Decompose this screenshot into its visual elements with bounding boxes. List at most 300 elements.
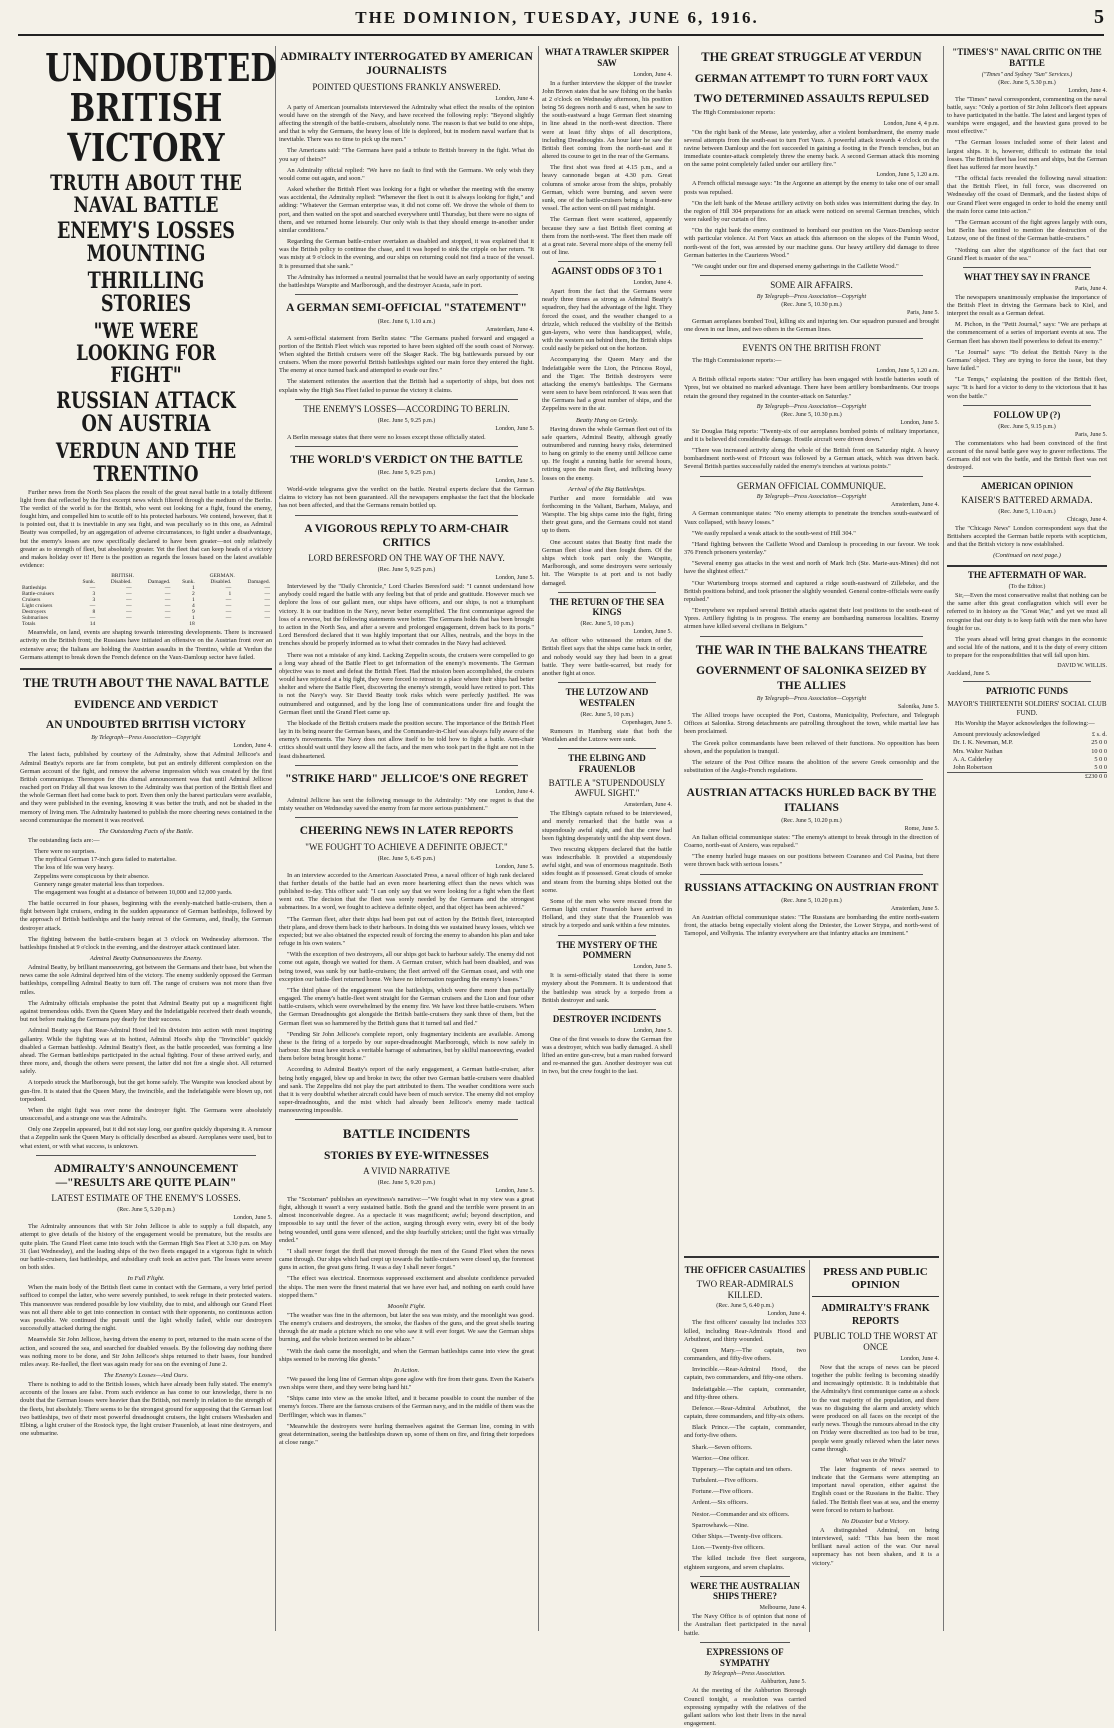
table-cell: Submarines (22, 615, 48, 622)
casualty-entry: Other Ships.—Twenty-five officers. (692, 1533, 783, 1540)
article-paragraph: The battle occurred in four phases, beginning with the evenly-matched battle-cruisers, then a fight between light cruisers, ending in the sudden appearance of German battleships, followed by the approach of British battleships and the hasty retreat of the Germans, and, finally, the German destroyer attack. (20, 900, 272, 932)
list-item: There were no surprises. (34, 848, 96, 856)
received-time: (Rec. June 5, 10 p.m.) (580, 711, 634, 718)
article-paragraph: "Several enemy gas attacks in the west and north of Mark Irch (Ste. Marie-aux-Mines) did not have the slightest effect." (684, 560, 939, 576)
dateline: London, June 5. (633, 629, 672, 636)
article-paragraph: "On the right bank the enemy continued to bombard our position on the Vaux-Damloup sector with particular violence. At Fort Vaux an attack this afternoon on the slopes of the Fumin Wood, north-west of the fort, was arrested by our machine guns. Our heavy artillery did damage to three German batteries in the Caurieres Wood." (684, 227, 939, 259)
dateline: London, June 4. (1068, 87, 1107, 94)
subhead: LORD BERESFORD ON THE WAY OF THE NAVY. (308, 553, 505, 564)
continued-notice: (Continued on next page.) (993, 552, 1061, 560)
table-cell: 3 (92, 597, 96, 604)
list-item: Gunnery range greater material less than torpedoes. (34, 880, 164, 888)
letter-place: Auckland, June 5. (947, 671, 991, 678)
article-paragraph: Admiral Jellicoe has sent the following message to the Admiralty: "My one regret is that the misty weather on Wednesday saved the enemy from far more serious punishment." (279, 797, 534, 813)
headline-trawler-skipper: WHAT A TRAWLER SKIPPER SAW (544, 47, 670, 68)
headline-admiralty-announcement: ADMIRALTY'S ANNOUNCEMENT—"RESULTS ARE QUITE PLAIN" (54, 1162, 238, 1190)
divider (700, 338, 923, 339)
article-paragraph: "Nothing can alter the significance of the fact that our Grand Fleet is master of the sea." (947, 246, 1107, 262)
article-paragraph: The Navy Office is of opinion that none of the Australian fleet participated in the naval battle. (684, 1613, 806, 1637)
divider (963, 476, 1091, 477)
article-paragraph: "With the dash came the moonlight, and when the German battleships came into view the great ships seemed to be moving like ghosts." (279, 1347, 534, 1363)
article-paragraph: A party of American journalists interviewed the Admiralty what effect the results of the opinion would have on the strength of the Navy, and have received the following reply: "Beyond slightly affecting the strength of the battle-cruisers, absolutely none. The reason is that we build to one ships, and that is why the Germans, the heavy loss of life is deplored, but in modern naval warfare that is inevitable. There was no time to pick up the men." (279, 103, 534, 144)
article-paragraph: World-wide telegrams give the verdict on the battle. Neutral experts declare that the German claims to victory has not been guaranteed. All the newspapers emphasise the fact that the blockade has not been affected, and that the Germans remain bottled up. (279, 486, 534, 510)
list-item: Zeppelins were conspicuous by their absence. (34, 872, 150, 880)
article-paragraph: The High Commissioner reports:— (692, 357, 782, 365)
dateline: Amsterdam, June 5. (891, 906, 939, 913)
article-paragraph: A German communique states: "No enemy attempts to penetrate the trenches south-eastward of Vaux collapsed, with heavy losses." (684, 510, 939, 526)
dateline: London, June 5, 1.20 a.m. (876, 172, 939, 179)
dateline: London, June 4. (767, 1311, 806, 1318)
headline-air-affairs: SOME AIR AFFAIRS. (770, 280, 853, 291)
article-paragraph: The "Times" naval correspondent, commenting on the naval battle, says: "Only a portion of Sir John Jellicoe's fleet appears to have participated in the battle. The latest and largest types of warships were engaged, and the heaviest guns proved to be most effective." (947, 95, 1107, 136)
divider (963, 267, 1091, 268)
article-paragraph: "We easily repulsed a weak attack to the south-west of Hill 304." (692, 529, 856, 537)
headline-thrilling-stories: THRILLING STORIES (87, 267, 205, 318)
headline-aftermath: THE AFTERMATH OF WAR. (967, 570, 1087, 581)
article-paragraph: "Ships came into view as the smoke lifted, and it became possible to count the number of the enemy's forces. There are the famous cruisers of the German navy, and in the middle of them was the Derfflinger, which was in flames." (279, 1395, 534, 1419)
received-time: (Rec. June 5, 9.25 p.m.) (377, 567, 436, 574)
article-paragraph: Further and more formidable aid was forthcoming in the Valiant, Barham, Malaya, and Warspite. The big ships came into the fight, firing their great guns, and the Germans could not stand up to them. (542, 494, 672, 535)
headline-pommern: THE MYSTERY OF THE POMMERN (556, 939, 658, 961)
fund-row (947, 756, 1107, 764)
page-number: 5 (1094, 6, 1104, 28)
article-paragraph: The Allied troops have occupied the Port, Customs, Municipality, Prefecture, and Telegraph Offices at Salonika. Strong detachments are patrolling throughout the town, while martial law has been proclaimed. (684, 712, 939, 736)
headline-world-verdict: THE WORLD'S VERDICT ON THE BATTLE (290, 453, 523, 466)
dateline: Paris, June 5. (907, 309, 939, 316)
casualty-entry: Queen Mary.—The captain, two commanders, and fifty-five others. (684, 1346, 806, 1363)
divider (558, 682, 656, 683)
table-cell: 8 (92, 609, 96, 616)
article-paragraph: The newspapers unanimously emphasise the importance of the British Fleet in driving the Germans back to Kiel, and interpret the result as a German defeat. (947, 293, 1107, 317)
fund-amount: 5 0 0 (1094, 763, 1107, 771)
article-paragraph: Meanwhile Sir John Jellicoe, having driven the enemy to port, returned to the main scene of the action, and scoured the sea, and searched for disabled vessels. By the following day nothing there was nothing more to be done, and Sir John Jellicoe's ships returned to their bases, four hundred miles away. Re-fuelled, the fleet was again ready for sea on the evening of June 2. (20, 1336, 272, 1368)
article-paragraph: Interviewed by the "Daily Chronicle," Lord Charles Beresford said: "I cannot understand how anybody could regard the battle with any feeling but that of pride and gratitude. However much we deplore the loss of our gallant men, our ships have officers, and our ships, is not a triumphant victory. It is our tradition in the Navy, never better exemplified. The first communique agreed the loss of a reverse, but the following statements were better. The Germans holds that has been brought to action in the North Sea, and after a severe and prolonged engagement, driven back to its ports." Lord Beresford declared that it was highly important that our Allies, neutrals, and the boys in the trenches should be properly informed as to what their comrades in the Navy had achieved. (279, 583, 534, 648)
table-caption-german: GERMAN. (209, 573, 235, 580)
headline-american-opinion: AMERICAN OPINION (980, 481, 1074, 492)
article-paragraph: The German fleet were scattered, apparently because they saw a fast British fleet coming at them from the north-west. The fleet then made off at a great rate. Several more ships of the enemy fell out of line. (542, 216, 672, 257)
divider (700, 476, 923, 477)
casualty-entry: Nestor.—Commander and six officers. (692, 1510, 790, 1518)
dateline: London, June 5. (495, 575, 534, 582)
table-header-cell: Sunk. (82, 579, 96, 586)
casualty-entry: Fortune.—Five officers. (692, 1488, 753, 1496)
dateline: London, June 5. (495, 863, 534, 870)
table-cell: — (126, 603, 132, 610)
article-paragraph: "I shall never forget the thrill that moved through the men of the Grand Fleet when the news came through. Our ships which had crept up towards the battle-cruisers were closed up, the foremost guns in action, the great guns firing. It was a day I shall never forget." (279, 1247, 534, 1272)
received-time: (Rec. June 6, 1.10 a.m.) (377, 318, 436, 325)
article-paragraph: "With the exception of two destroyers, all our ships got back to harbour safely. The enemy did not come out again, though we waited for them. A German cruiser, which had been disabled, and was being towed, was sunk by our battle-cruisers; the fleet arrived off the German coast, and with one exception our battle-fleet returned home. We have no information regarding the enemy's losses." (279, 951, 534, 983)
dateline: London, June 4, 4 p.m. (883, 120, 939, 127)
article-paragraph: "Le Temps," explaining the position of the British fleet, says: "It is hard for a victor to deny to the victorious that it has won the battle." (947, 376, 1107, 400)
table-cell: — (126, 615, 132, 622)
divider (295, 515, 518, 516)
table-cell: 14 (89, 621, 96, 628)
headline-strike-hard: "STRIKE HARD" JELLICOE'S ONE REGRET (285, 772, 528, 785)
letter-salutation: (To the Editor.) (1008, 584, 1046, 591)
fund-total (947, 772, 1107, 781)
article-paragraph: The commentators who had been convinced of the first account of the naval battle gave way to graver reflections. The Germans did not win the battle, and the British fleet was not destroyed. (947, 439, 1107, 472)
subhead: BATTLE A "STUPENDOUSLY AWFUL SIGHT." (548, 777, 666, 799)
divider (558, 261, 656, 262)
table-cell: 1 (192, 597, 195, 604)
list-item: The engagement was fought at a distance of between 10,000 and 12,000 yards. (34, 888, 233, 896)
article-paragraph: The Elbing's captain refused to be interviewed, and merely remarked that the battle was a stupendously awful sight, and that the crew had been fighting desperately until the ship went down. (542, 810, 672, 842)
column-2 (279, 44, 534, 1632)
table-cell: Battle-cruisers (22, 591, 55, 598)
article-paragraph: Sir Douglas Haig reports: "Twenty-six of our aeroplanes bombed points of military importance, and it is believed did considerable damage. Hostile aircraft were driven down." (684, 427, 939, 443)
table-cell: 1 (192, 615, 195, 622)
casualty-entry: Sparrowhawk.—Nine. (692, 1521, 749, 1529)
received-time: (Rec. June 5, 9.15 p.m.) (998, 423, 1056, 430)
headline-german-communique: GERMAN OFFICIAL COMMUNIQUE. (737, 480, 886, 491)
intro-paragraph: Further news from the North Sea places the result of the great naval battle in a totally different light from that reflected by the first excerpt news which filtered through the medium of the Berlin. The verdict of the world is for the British, who went out looking for a fight, found the enemy, fought him, and compelled him to scuttle off to his protected harbours. We contend, however, that it is pointed out, that it is inevitable in any sea fight, and was peculiarly so in this one, as Admiral Beatty was compelled, by an aggregation of adverse circumstances, to fight under a disadvantage, but the enemy's losses are now specifically declared to have been greater—not only relatively greater as to strength of fleet, but absolutely greater. Yet the fleet that can keep heads of a victory and makes holiday over it! Here is the position as regards the losses based on the latest available evidence: (20, 488, 272, 570)
headline-times-critic: "TIMES'S" NAVAL CRITIC ON THE BATTLE (952, 47, 1102, 68)
table-cell: — (89, 615, 96, 622)
subhead: POINTED QUESTIONS FRANKLY ANSWERED. (312, 81, 501, 92)
article-paragraph: An Italian official communique states: "The enemy's attempt to break through in the direction of Coarno, north-east of Arsiero, was repulsed." (684, 833, 939, 850)
article-paragraph: "Le Journal" says: "To defeat the British Navy is the Germans' object. They are trying to force the issue, but they have failed." (947, 348, 1107, 373)
received-time: (Rec. June 5, 10.30 p.m.) (781, 411, 842, 418)
divider (295, 446, 518, 447)
list-item: The mythical German 17-inch guns failed to materialise. (34, 856, 177, 864)
table-cell: — (225, 609, 232, 616)
article-paragraph: It is semi-officially stated that there is some mystery about the Pommern. It is understood that the battleship was struck by a torpedo from a British destroyer and sank. (542, 972, 672, 1004)
subhead-big-battleships: Arrival of the Big Battleships. (568, 485, 646, 493)
received-time: (Rec. June 5, 10.20 p.m.) (781, 817, 842, 824)
received-time: (Rec. June 5, 6.45 p.m.) (377, 855, 436, 862)
headline-verdun-trentino: VERDUN AND THE TRENTINO (55, 438, 237, 486)
divider (700, 779, 923, 780)
article-paragraph: When the main body of the British fleet came in contact with the Germans, a very brief period sufficed to compel the latter, who were severely punished, to seek refuge in their protected waters. This manoeuvre was rendered possible by low visibility, due to mist, and although our Grand Fleet was not all there able to get into connection in contact with their opponents, no continuous action was possible. We continued the pursuit until the light wholly failed, while our destroyers successfully attacked during the night. (20, 1284, 272, 1333)
headline-destroyer-incidents: DESTROYER INCIDENTS (552, 1013, 662, 1024)
subhead-moonlit-fight: Moonlit Fight. (387, 1302, 426, 1310)
table-cell: Totals (22, 621, 36, 628)
article-paragraph: Admiral Beatty says that Rear-Admiral Hood led his division into action with most inspiring gallantry. While the fighting was at its hottest, Admiral Hood's ship the "Invincible" quickly disabled a German battleship. Admiral Beatty's fleet, as the battle proceeded, was forming a line ahead. The German battleships participated in the actual fighting. Four of these arrived early, and three more, and, though the others were present, the latter did not fire a single shot. All returned safely. (20, 1027, 272, 1076)
article-paragraph: The blockade of the British cruisers made the position secure. The importance of the British Fleet lay in its being nearer the German bases, and the Commander-in-Chief was always fully aware of the enemy's movements. The Navy does not allow itself to be told how to fight a battle. Arm-chair critics should wait until they know all the facts, and the men who took part in the fight are not in the least disheartened. (279, 719, 534, 760)
table-header-cell: Disabled. (110, 579, 132, 586)
dateline: Melbourne, June 4. (759, 1605, 806, 1612)
article-paragraph: Sir,—Even the most conservative realist that nothing can be the same after this great conflagration which will ever be referred to in history as the "Great War," and yet we must all recognise that our duty is to keep faith with the men who have fought for us. (947, 592, 1107, 632)
received-time: (Rec. June 5, 1.10 a.m.) (998, 508, 1056, 515)
table-cell: — (264, 603, 270, 610)
received-time: (Rec. June 5, 9.25 p.m.) (377, 417, 436, 424)
article-paragraph: "The German fleet, after their ships had been put out of action by the British fleet, intercepted their plans, and drove them back to their harbours. In doing this we sustained heavy losses, which we expected; but we also obtained the expected result of forcing the enemy to abandon his plan and take refuge in his own waters." (279, 915, 534, 948)
divider (558, 1009, 656, 1010)
article-paragraph: The High Commissioner reports: (692, 109, 776, 117)
divider (700, 1576, 790, 1577)
headline-russians-attacking: RUSSIANS ATTACKING ON AUSTRIAN FRONT (684, 881, 939, 894)
divider (295, 399, 518, 400)
subhead-no-disaster: No Disaster but a Victory. (841, 1517, 910, 1525)
dateline: Paris, June 4. (1075, 285, 1107, 292)
article-paragraph: The latest facts, published by courtesy of the Admiralty, show that Admiral Jellicoe's and Admiral Beatty's reports are far from complete, but put an entirely different complexion on the German account of the fight, and remove the adverse impression which was created by the first British communique. Thereupon for this dismal announcement was that until Admiral Jellicoe reached port on Friday all that was known to the Admiralty was that portion of the British fleet and the whole German fleet had come back to port. Even then only the barest particulars were available, and they were published in the evening, knowing it was better the truth, and not be shaded in the memory of living men. The Admiralty hastened to publish the more cheering news contained in the second communique the moment it was received. (20, 751, 272, 824)
article-paragraph: A Berlin message states that there were no losses except those officially stated. (287, 433, 486, 441)
headline-verdun: THE GREAT STRUGGLE AT VERDUN (701, 50, 922, 64)
article-paragraph: The killed include five fleet surgeons, eighteen surgeons, and seven chaplains. (684, 1555, 806, 1571)
headline-elbing-frauenlob: THE ELBING AND FRAUENLOB (568, 753, 646, 774)
masthead-rule (18, 34, 1104, 36)
table-cell: — (264, 591, 270, 598)
fund-name: A. A. Calderley (953, 755, 993, 763)
fund-row (947, 764, 1107, 772)
table-cell: — (264, 597, 270, 604)
table-cell: — (164, 615, 171, 622)
headline-looking-for-fight: "WE WERE LOOKING FOR FIGHT" (76, 318, 216, 388)
divider (700, 1642, 790, 1643)
table-cell: 2 (192, 591, 195, 598)
dateline: Copenhagen, June 5. (622, 719, 672, 726)
article-paragraph: According to Admiral Beatty's report of the early engagement, a German battle-cruiser, after being hotly engaged, blew up and broke in two; the other two German battle-cruisers were disabled and sank. The Zeppelins did not play the part attributed to them. The weather conditions were such that it is very doubtful whether aircraft could have been of much service. The enemy did not employ super-dreadnoughts, and the mist which had already been Jellicoe's enemy made tactical manoeuvring impossible. (279, 1066, 534, 1115)
dateline: London, June 5. (900, 419, 939, 426)
table-cell: — (164, 603, 171, 610)
article-paragraph: A torpedo struck the Marlborough, but the get home safely. The Warspite was knocked about by gun-fire. It is stated that the Queen Mary, the Invincible, and the Indefatigable were blown up, not torpedoed. (20, 1079, 272, 1103)
fund-row (947, 731, 1107, 739)
casualty-entry: Tipperary.—The captain and ten others. (692, 1465, 793, 1473)
fund-row (947, 739, 1107, 747)
headline-enemy-losses: ENEMY'S LOSSES MOUNTING (56, 217, 236, 267)
subhead-outstanding-facts: The Outstanding Facts of the Battle. (98, 827, 194, 835)
article-paragraph: "The German account of the fight agrees largely with ours, but Berlin has omitted to mention the destruction of the Lutzow, one of the finest of the German battle-cruisers." (947, 219, 1107, 243)
article-paragraph: "Our Wurtemburg troops stormed and captured a ridge south-eastward of Zillebeke, and the British positions behind, and took prisoner the slightly wounded. General contre-officials were easily repulsed." (684, 579, 939, 603)
table-cell: — (126, 585, 132, 592)
dateline: London, June 4. (633, 280, 672, 286)
subhead: "WE FOUGHT TO ACHIEVE A DEFINITE OBJECT." (305, 841, 508, 852)
subhead-evidence: EVIDENCE AND VERDICT (74, 698, 218, 711)
article-paragraph: A French official message says: "In the Argonne an attempt by the enemy to take one of our small posts was repulsed. (684, 180, 939, 196)
dateline: Amsterdam, June 4. (624, 802, 672, 809)
headline-enemy-losses-berlin: THE ENEMY'S LOSSES—ACCORDING TO BERLIN. (303, 403, 510, 414)
received-time: (Rec. June 5, 9.25 p.m.) (377, 470, 436, 477)
casualty-entry: Indefatigable.—The captain, commander, and fifty-three others. (684, 1385, 806, 1401)
fund-total-amount: £230 0 0 (1084, 773, 1107, 781)
subhead-told-worst: PUBLIC TOLD THE WORST AT ONCE (813, 1331, 938, 1353)
headline-follow-up: FOLLOW UP (?) (993, 409, 1061, 420)
fund-name: John Robertson (953, 763, 993, 771)
article-paragraph: The first officers' casualty list includes 333 killed, including Rear-Admirals Hood and Arbuthnot, and thirty wounded. (684, 1319, 806, 1343)
table-cell: — (89, 585, 96, 592)
article-paragraph: One account states that Beatty first made the German fleet close and then fought them. Of the ships which took part only the Warspite, Marlborough, and some destroyers were seriously hit. The Warspite is at port and is not badly damaged. (542, 538, 672, 587)
article-paragraph: The "Scotsman" publishes an eyewitness's narrative:—"We fought what in my view was a great fight, although it wasn't a very sustained battle. Both the grand and the terrible were present in an almost inconceivable degree. As a spectacle it was magnificent; awful; beyond description, and impossible to say until the fever of the action, surging through every vein, every bit of the body being wounded, until guns were silenced, and the ship fearfully stricken; until the fight was virtually ended." (279, 1195, 534, 1244)
article-paragraph: There was not a mistake of any kind. Lacking Zeppelin scouts, the cruisers were compelled to go a long way ahead of the Battle Fleet to get information of the enemy's movements. The German objective was to meet and defeat the British Fleet. Had the mission been accomplished, the cruisers would have rejoiced at a big fight, they were forced to retreat to a place where their ships had better shelter and where the Battle Fleet, discovering the enemy's strength, would have retired to port. This is not the Navy's way. Sir David Beatty took risks which were perfectly justified. He was outnumbered and outgunned, and by the long line of communications under fire and fought the German fleet until the Grand Fleet came up. (279, 651, 534, 716)
article-paragraph: At the meeting of the Ashburton Borough Council tonight, a resolution was carried expressing sympathy with the relatives of the gallant sailors who lost their lives in the naval engagement. (684, 1687, 806, 1728)
article-paragraph: Asked whether the British Fleet was looking for a fight or whether the meeting with the enemy was accidental, the Admiralty replied: "Whenever the fleet is out it is always looking for fight," and adding: "Whatever the German enterprise was, it did not come off. We drove the whole of them to port, and then waited on the spot and searched everywhere until Thursday, but there were no signs of them, and we returned home leisurely. Our only wish is that they should emerge in-another under similar conditions." (279, 186, 534, 234)
headline-odds-3-to-1: AGAINST ODDS OF 3 TO 1 (551, 266, 663, 277)
article-paragraph: German aeroplanes bombed Toul, killing six and injuring ten. Our squadron pursued and brought one down in our lines, and two others in the German lines. (684, 317, 939, 334)
received-time: (Rec. June 5, 5.30 p.m.) (998, 79, 1056, 86)
casualty-entry: Lion.—Twenty-five officers. (692, 1544, 765, 1552)
article-paragraph: His Worship the Mayor acknowledges the following:— (955, 720, 1095, 728)
article-paragraph: The outstanding facts are:— (28, 836, 100, 844)
article-paragraph: The Americans said: "The Germans have paid a tribute to British bravery in the fight. What do you say of theirs?" (279, 147, 534, 163)
dateline: Rome, June 5. (904, 825, 939, 832)
byline: By Telegraph—Press Association—Copyright (756, 494, 867, 501)
article-paragraph: Having drawn the whole German fleet out of its safe quarters, Admiral Beatty, although greatly outnumbered and running heavy risks, determined to hang on grimly to the enemy until Jellicoe came up. He fought a running battle for several hours, retiring upon the main fleet, and inflicting heavy losses on the enemy. (542, 425, 672, 482)
table-cell: — (225, 597, 232, 604)
headline-sea-kings: THE RETURN OF THE SEA KINGS (549, 596, 665, 618)
table-cell: Battleships (22, 585, 47, 592)
article-paragraph: An Admiralty official replied: "We have no fault to find with the Germans. We only wish they would come out again, and soon." (279, 166, 534, 182)
dateline: Chicago, June 4. (1067, 516, 1107, 523)
dateline: Amsterdam, June 4. (891, 502, 939, 509)
headline-vigorous-reply: A VIGOROUS REPLY TO ARM-CHAIR CRITICS (304, 522, 509, 549)
article-paragraph: "The effect was electrical. Enormous suppressed excitement and absolute confidence pervaded the ships. The men were the finest material that we have ever had, and nothing on earth could have stopped them." (279, 1275, 534, 1299)
table-cell (97, 621, 133, 627)
article-paragraph: "On the left bank of the Meuse artillery activity on both sides was intermittent during the day. In the region of Hill 304 preparations for an attack were noticed on several German trenches, which were raked by our curtain of fire. (684, 199, 939, 224)
column-5 (947, 44, 1107, 1632)
article-paragraph: "Hand fighting between the Caillette Wood and Damloup is proceeding in our favour. We took 376 French prisoners yesterday." (684, 540, 939, 557)
table-total-row (20, 621, 272, 627)
masthead-title: THE DOMINION, TUESDAY, JUNE 6, 1916. (355, 8, 759, 27)
received-time: (Rec. June 5, 9.20 p.m.) (377, 1179, 436, 1186)
divider (295, 1119, 518, 1120)
subhead-rear-admirals: TWO REAR-ADMIRALS KILLED. (696, 1278, 794, 1300)
article-paragraph: "Meanwhile the destroyers were hurling themselves against the German line, coming in with great determination, seeing the battleships drawn up, some of them on fire, and firing their torpedoes at close range." (279, 1422, 534, 1447)
article-paragraph: "We passed the long line of German ships gone aglow with fire from their guns. Even the Kaiser's own ships were there, and they were being hard hit." (279, 1375, 534, 1392)
column-divider (678, 46, 679, 1631)
divider (295, 294, 518, 295)
table-cell: 3 (92, 591, 96, 598)
intro-paragraph-2: Meanwhile, on land, events are shaping towards interesting developments. There is increased activity on the British front; the Russians have initiated an offensive on the Austrian front over an extensive area; the Italians are holding the Austrian assaults in the Trentino, while at Verdun the Germans attempt to break down the French defence on the Vaux-Damloup sector have failed. (20, 629, 272, 661)
table-cell: 4 (192, 603, 195, 610)
article-paragraph: A semi-official statement from Berlin states: "The Germans pushed forward and engaged a portion of the British Fleet which was reported to have been sighted off the south coast of Norway. When sighted the British cruisers were off the Skager Rack. The big battlewards pursued by our cruisers. When the more powerful British battleships sighted our main force they entered the fight. The enemy at once turned back and attempted to evade our fire." (279, 334, 534, 375)
subhead-admiralty-frank: ADMIRALTY'S FRANK REPORTS (821, 1303, 930, 1327)
headline-truth-naval-battle: TRUTH ABOUT THE NAVAL BATTLE (50, 169, 242, 217)
fund-amount: 5 0 0 (1094, 755, 1107, 763)
headline-italians: AUSTRIAN ATTACKS HURLED BACK BY THE ITALIANS (686, 787, 937, 814)
byline: ("Times" and Sydney "Sun" Services.) (981, 71, 1073, 78)
article-paragraph: Regarding the German battle-cruiser overtaken as disabled and stopped, it was explained that it was the British policy to continue the chase, and it was hoped to sink the cripple on her return. "It was misty at 9 o'clock in the evening, and our ships on returning could not find a trace of the vessel. It is presumed that she sank." (279, 238, 534, 270)
subhead-enemy-losses: The Enemy's Losses—And Ours. (103, 1372, 189, 1380)
article-paragraph: In an interview accorded to the American Associated Press, a naval officer of high rank declared that further details of the battle had an even more heartening effect than the news which was published to-day. This officer said: "I can only say that we were looking for a fight when the fleet went out. The decision that the fleet was sorely needed by the Germans and the strongest submarines. In a word, we fought to achieve a definite object, and that object has been achieved." (279, 871, 534, 912)
article-paragraph: When the night fight was over none the destroyer fight. The Germans were absolutely unsuccessful, and a strange one was the Admiral's. (20, 1106, 272, 1123)
received-time: (Rec. June 5, 5.20 p.m.) (117, 1207, 175, 1214)
table-header-cell: Sunk. (182, 579, 195, 586)
divider (558, 935, 656, 936)
dateline: London, June 5. (495, 425, 534, 432)
facts-list (20, 848, 272, 897)
divider (558, 748, 656, 749)
article-paragraph: The Admiralty announces that with Sir John Jellicoe is able to supply a full dispatch, any attempt to give details of the history of the engagement would be premature, but the results are quite plain. The Grand Fleet came into touch with the German High Sea Fleet at 3.30 p.m. on May 31 (last Wednesday), and the leading ships of the two fleets engaged in a vigorous fight in which our battle-cruisers, fast battleships, and subsidiary craft took an active part. The losses were severe on both sides. (20, 1223, 272, 1272)
article-paragraph: Two rescuing skippers declared that the battle was indescribable. It provided a stupendously awful sight, and was of enormous magnitude. Both sides fought as if possessed. Great clouds of smoke and steam from the burning ships blotted out the scene. (542, 845, 672, 894)
subhead-eye-witnesses: STORIES BY EYE-WITNESSES (324, 1149, 489, 1162)
article-paragraph: "The official facts revealed the following naval situation: that the British Fleet, in full force, was discovered on Wednesday off the coast of Denmark, and the fastest ships of our Grand Fleet were engaged in order to hold the enemy until the main force came into action." (947, 175, 1107, 215)
casualty-entry: Ardent.—Six officers. (692, 1499, 749, 1507)
column-divider (538, 46, 539, 1631)
subhead-mayors-fund: MAYOR'S THIRTEENTH SOLDIERS' SOCIAL CLUB FUND. (947, 700, 1107, 717)
section-rule (684, 1256, 939, 1258)
subhead-fort-vaux: GERMAN ATTEMPT TO TURN FORT VAUX (694, 72, 929, 85)
article-paragraph: Rumours in Hamburg state that both the Westfalen and the Lutzow were sunk. (542, 727, 672, 743)
table-cell: — (126, 609, 132, 616)
divider (295, 817, 518, 818)
letter-signature: DAVID W. WILLIS. (1057, 663, 1107, 670)
casualty-entry: Black Prince.—The captain, commander, and forty-five others. (684, 1424, 806, 1440)
column-divider (275, 46, 276, 1631)
divider (700, 636, 923, 637)
article-paragraph: The Admiralty officials emphasise the point that Admiral Beatty put up a magnificent fight against tremendous odds. Even the Queen Mary and the Indefatigable received their death wounds, but not before making the Germans pay dearly for their success. (20, 999, 272, 1024)
byline: By Telegraph—Press Association—Copyright (91, 735, 201, 742)
headline-sympathy: EXPRESSIONS OF SYMPATHY (706, 1646, 784, 1668)
dateline: London, June 4. (495, 789, 534, 796)
table-cell: — (164, 585, 171, 592)
article-paragraph: There is nothing to add to the British losses, which have already been fully stated. The enemy's accounts of the losses are false. From such evidence as has come to our knowledge, there is no doubt that the German losses were heavier than the British, not merely in relation to the strength of the fleets, but absolutely. There seems to be the strongest ground for supposing that the German lost two battleships, two of their most powerful dreadnought cruisers, the light cruisers Wiesbaden and Elbing, a light cruiser of the Rostock type, the light cruiser Frauenlob, at least nine destroyers, and one submarine. (20, 1381, 272, 1438)
article-paragraph: "On the right bank of the Meuse, late yesterday, after a violent bombardment, the enemy made several attempts from the south-east to turn Fort Vaux. A powerful attack towards 4 o'clock on the ravine between Damloup and the fort succeeded in gaining a footing in the French trenches, but an immediate counter-attack completely threw the enemy back. A second German attack this morning on the same point completely failed under our artillery fire." (684, 128, 939, 169)
article-paragraph: The first shot was fired at 4.15 p.m., and a heavy cannonade began at 4.30 p.m. Great columns of smoke arose from the ships, probably German, which were burning, and seven were sunk, one of the battle-cruisers being a brand-new vessel. The action went on till past midnight. (542, 164, 672, 213)
divider (295, 765, 518, 766)
dateline: London, June 4. (233, 743, 272, 750)
article-paragraph: In a further interview the skipper of the trawler John Brown states that he saw fishing on the banks at 2 o'clock on Wednesday afternoon, his position being 56 degrees north and 6 east, when he saw to the south-eastward a huge German fleet steaming in line ahead in the north-west direction. There were at least fifty ships of all descriptions, including Dreadnoughts. An hour later he saw the British fleet coming from the north-east and it altered its course to get in the rear of the Germans. (542, 79, 672, 161)
table-cell: — (164, 597, 171, 604)
article-paragraph: Some of the men who were rescued from the German light cruiser Frauenlob have arrived in Holland, and they state that the Frauenlob was struck by a torpedo and sank within a few minutes. (542, 897, 672, 930)
article-paragraph: "The enemy hurled huge masses on our positions between Coaraneo and Col Pasina, but there were thrown back with serious losses." (684, 853, 939, 869)
subhead-vivid-narrative: A VIVID NARRATIVE (363, 1166, 450, 1177)
table-cell: — (264, 585, 270, 592)
losses-table (20, 573, 272, 627)
headline-australian-ships: WERE THE AUSTRALIAN SHIPS THERE? (690, 1580, 800, 1602)
casualty-entry: Defence.—Rear-Admiral Arbuthnot, the captain, three commanders, and fifty-six others. (684, 1404, 806, 1421)
divider (36, 1155, 256, 1156)
article-paragraph: "The third phase of the engagement was the battleships, which were there more than partially engaged. The enemy's battle-fleet went straight for the German cruisers and the Lion and four other battle-cruisers, which were overwhelmed by the enemy fire. We have lost three battle-cruisers. When the German Dreadnoughts got alongside the British battle-cruisers they sank three of them, but the German fleet was so hammered by the British guns that it turned tail and fled." (279, 986, 534, 1027)
article-paragraph: The fighting between the battle-cruisers began at 3 o'clock on Wednesday afternoon. The battleships finished at 9 o'clock in the evening, and the destroyer attack continued later. (20, 935, 272, 951)
dateline: London, June 5. (495, 1187, 534, 1194)
article-paragraph: "There was increased activity along the whole of the British front on Saturday night. A heavy bombardment north-west of Fricourt was followed by a German attack, which was driven back. Several British parties successfully raided the enemy's trenches at various points." (684, 447, 939, 471)
subhead-salonika: GOVERNMENT OF SALONIKA SEIZED BY THE ALLIES (696, 665, 927, 692)
fund-row (947, 748, 1107, 756)
byline: By Telegraph—Press Association. (704, 1671, 786, 1678)
headline-lutzow-westfalen: THE LUTZOW AND WESTFALEN (565, 687, 649, 708)
received-time: (Rec. June 5, 10 p.m.) (580, 621, 634, 628)
column-3 (542, 44, 672, 1632)
subhead-beatty: Admiral Beatty Outmanoeuvres the Enemy. (89, 955, 203, 963)
headline-balkans: THE WAR IN THE BALKANS THEATRE (695, 642, 928, 657)
article-paragraph: The later fragments of news seemed to indicate that the Germans were attempting an important naval operation, either against the English coast or the Russians in the Baltic. They failed. The British fleet was at sea, and the enemy were forced to return to harbour. (812, 1465, 939, 1514)
article-paragraph: One of the first vessels to draw the German fire was a destroyer, which was badly damaged. A shell lifted an entire gun-crew, but a man rushed forward and re-manned the gun. Another destroyer was cut in two, but the crew fought to the last. (542, 1035, 672, 1076)
headline-battle-incidents: BATTLE INCIDENTS (342, 1126, 471, 1142)
table-header-cell: Damaged. (147, 579, 171, 586)
table-cell (233, 621, 272, 627)
byline: By Telegraph—Press Association—Copyright (756, 403, 867, 410)
table-header-cell: Damaged. (247, 579, 270, 586)
casualty-entry: Shark.—Seven officers. (692, 1443, 753, 1451)
table-cell: Cruisers (22, 597, 41, 604)
section-rule (947, 565, 1107, 567)
fund-name: Amount previously acknowledged (953, 731, 1040, 739)
article-paragraph: The "Chicago News" London correspondent says that the Britishers accepted the German battle reports with scepticism, and that the British victory is now established. (947, 524, 1107, 549)
table-cell: 1 (192, 585, 195, 592)
article-paragraph: "Everywhere we repulsed several British attacks against their lost positions to the south-east of Ypres. Artillery fighting is in progress. The enemy are bombarding numerous localities. Enemy airmen have killed several civilians in Belgium." (684, 607, 939, 631)
dateline: London, June 4. (495, 95, 534, 102)
table-cell (197, 621, 233, 627)
article-paragraph: The seizure of the Post Office means the abolition of the severe Greek censorship and the substitution of the Anglo-French regulations. (684, 758, 939, 775)
subhead-in-the-wind: What was in the Wind? (845, 1456, 906, 1464)
table-header-cell: Disabled. (210, 579, 232, 586)
fund-amount: 10 0 0 (1091, 747, 1107, 755)
received-time: (Rec. June 5, 10.20 p.m.) (781, 898, 842, 905)
column-4 (684, 44, 939, 1259)
article-paragraph: Apart from the fact that the Germans were nearly three times as strong as Admiral Beatty's squadron, they had the advantage of the light. They forced the coast, and the weather changed to a drizzle, which reduced the visibility of the British gun-layers, who were thus handicapped, while, with the western sun behind them, the British ships could easily be picked out on the horizon. (542, 288, 672, 353)
masthead (0, 0, 1114, 42)
headline-russian-attack: RUSSIAN ATTACK ON AUSTRIA (56, 388, 236, 438)
list-item: The loss of life was very heavy. (34, 864, 114, 872)
subhead-beatty-grimly: Beatty Hung on Grimly. (575, 416, 639, 424)
officer-casualties-section (684, 1262, 806, 1728)
table-cell: 18 (189, 621, 195, 628)
column-divider (809, 1260, 810, 1632)
headline-patriotic-funds: PATRIOTIC FUNDS (986, 686, 1068, 697)
article-paragraph: The statement reiterates the assertion that the British had a superiority of ships, but does not explain why the High Sea Fleet failed to pursue the victory it claims. (279, 378, 534, 394)
divider (558, 592, 656, 593)
article-paragraph: The Greek police commandants have been relieved of their functions. No opposition has been shown, and the population is tranquil. (684, 739, 939, 755)
